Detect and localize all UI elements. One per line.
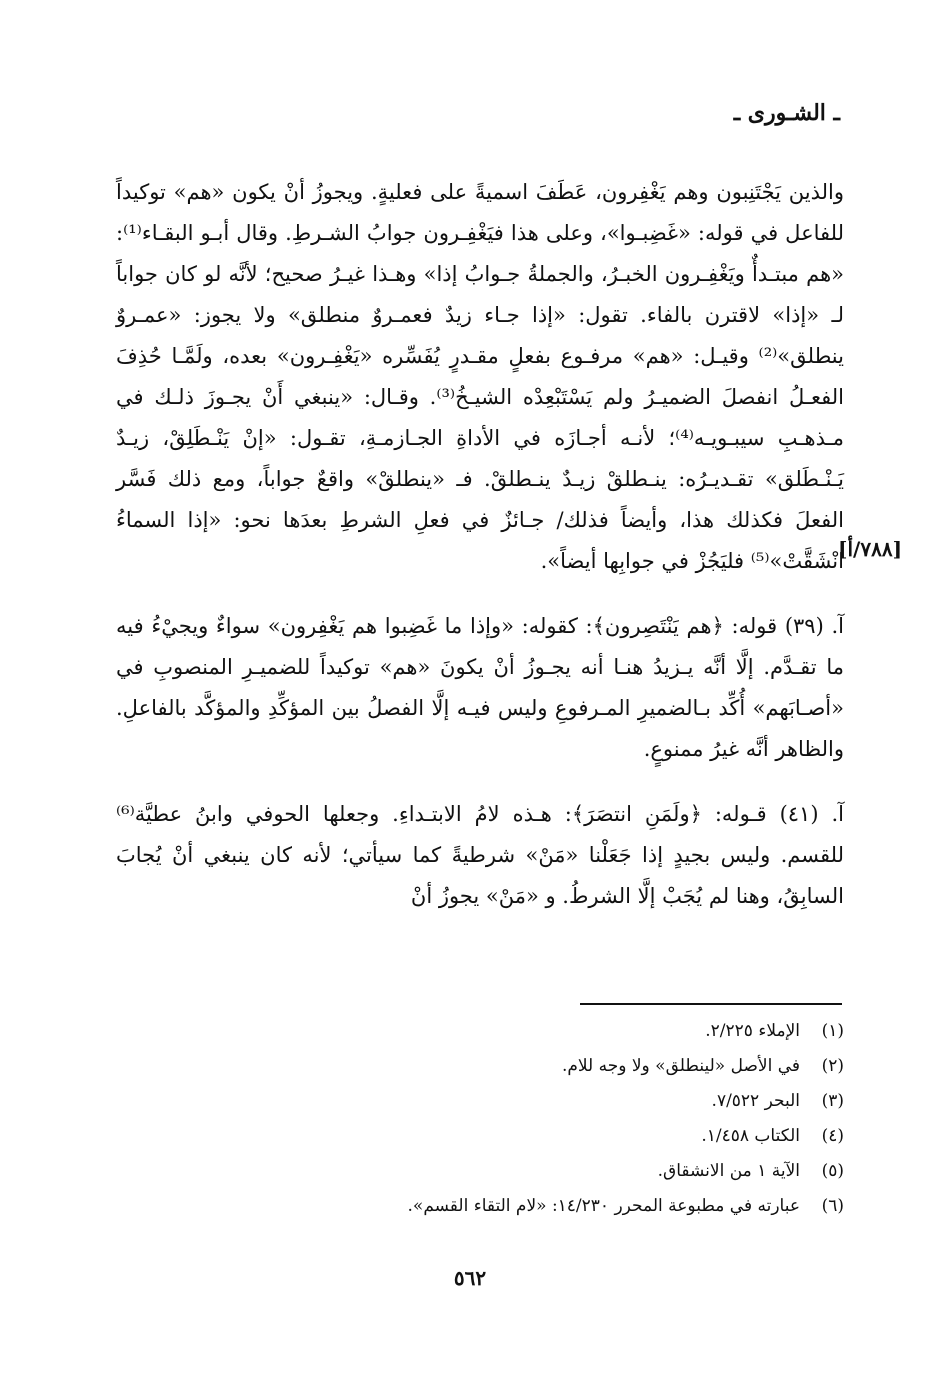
manuscript-folio-marker: [٧٨٨/أ] [838,537,903,561]
page-number: ٥٦٢ [453,1266,487,1290]
footnote-number: (٦) [821,1196,844,1216]
footnote-2 [116,1049,844,1084]
running-header: ـ الشـورى ـ [733,100,840,126]
footnote-text: البحر ٧/٥٢٢. [711,1091,800,1111]
footnote-1 [116,1014,844,1049]
footnote-separator [580,1003,842,1005]
footnote-3 [116,1084,844,1119]
footnote-text: الآية ١ من الانشقاق. [657,1161,800,1181]
footnote-text: الكتاب ١/٤٥٨. [701,1126,800,1146]
footnote-number: (٥) [821,1161,844,1181]
footnote-4 [116,1119,844,1154]
paragraph-verse-39: آ. (٣٩) قوله: ﴿هم يَنْتَصِرون﴾: كقوله: «وإذا ما غَضِبوا هم يَغْفِرون» سواءٌ ويجيْءُ فيه ما تقـدَّم. إلَّا أنَّه يـزيدُ هنـا أنه يجـوزُ أنْ يكونَ «هم» توكيداً للضميـرِ المنصوبِ في «أصـابَهم» أُكِّد بـالضميرِ المـرفوعِ وليس فيـه إلَّا الفصلُ بين المؤكِّدِ والمؤكَّد بالفاعلِ. والظاهر أنَّه غيرُ ممنوعٍ. [116,614,844,761]
footnotes [116,1014,844,1224]
paragraph-verse-41: آ. (٤١) قـوله: ﴿ولَمَنِ انتصَرَ﴾: هـذه لامُ الابتـداءِ. وجعلها الحوفي وابنُ عطيَّة⁽⁶⁾ للقسم. وليس بجيدٍ إذا جَعَلْنا «مَنْ» شرطيةً كما سيأتي؛ لأنه كان ينبغي أنْ يُجابَ السابِقُ، وهنا لم يُجَبْ إلَّا الشرطُ. و «مَنْ» يجوزُ أنْ [116,802,844,908]
footnote-5 [116,1154,844,1189]
footnote-text: في الأصل «لينطلق» ولا وجه للام. [561,1056,800,1076]
footnote-number: (٤) [821,1126,844,1146]
footnote-number: (٢) [821,1056,844,1076]
footnote-text: الإملاء ٢/٢٢٥. [705,1021,800,1041]
footnote-6 [116,1189,844,1224]
main-text [116,172,844,917]
footnote-number: (١) [821,1021,844,1041]
footnote-text: عبارته في مطبوعة المحرر ١٤/٢٣٠: «لام التقاء القسم». [407,1196,800,1216]
footnote-number: (٣) [821,1091,844,1111]
paragraph-1: والذين يَجْتَنِبون وهم يَغْفِرون، عَطَفَ اسميةً على فعليةٍ. ويجوزُ أنْ يكون «هم» توكيداً للفاعل في قوله: «غَضِبـوا»، وعلى هذا فيَغْفِـرون جوابُ الشـرطِ. وقال أبـو البقـاء⁽¹⁾: «هم مبتـدأٌ ويَغْفِـرون الخبـرُ، والجملةُ جـوابُ إذا» وهـذا غيـرُ صحيح؛ لأنَّه لو كان جواباً لـ «إذا» لاقترن بالفاء. تقول: «إذا جـاء زيدٌ فعمـروٌ منطلق» ولا يجوز: «عمـروٌ ينطلق»⁽²⁾ وقيـل: «هم» مرفـوع بفعلٍ مقـدرٍ يُفَسِّره «يَغْفِـرون» بعده، ولَمَّـا حُذِفَ الفعـلُ انفصلَ الضميـرُ ولم يَسْتَبْعِدْه الشيـخُ⁽³⁾. وقـال: «ينبغي أَنْ يجـوزَ ذلـك في مـذهـبِ سيبـويـه⁽⁴⁾؛ لأنـه أجـازَه في الأداةِ الجـازمـةِ، تقـول: «إنْ يَنْـطَلِقْ، زيـدٌ يَـنْـطَلق» تقـديـرُه: ينـطلقْ زيـدٌ ينـطلقْ. فـ «ينطلقْ» واقعٌ جواباً، ومع ذلك فَسَّر الفعلَ فكذلك هذا، وأيضاً فذلك/ جـائزٌ في فعلِ الشرطِ بعدَها نحو: «إذا السماءُ انْشَقَّتْ»⁽⁵⁾ فليَجُزْ في جوابِها أيضاً». [116,180,845,573]
